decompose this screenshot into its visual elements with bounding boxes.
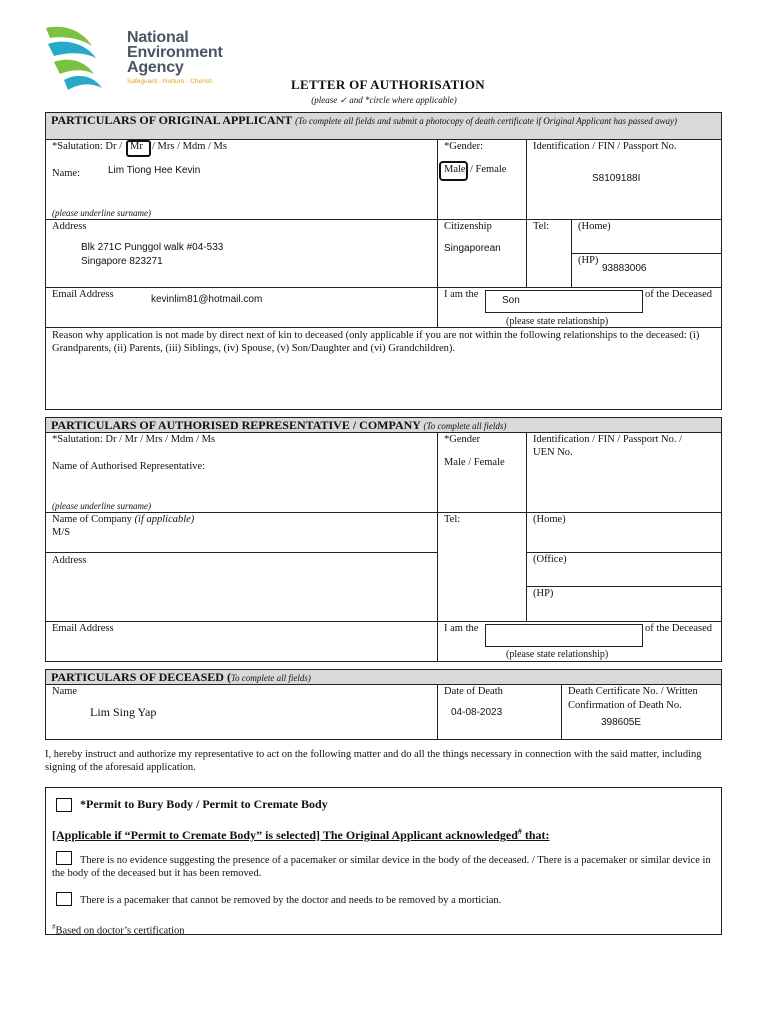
- permit-option-label: *Permit to Bury Body / Permit to Cremate Body: [80, 797, 328, 811]
- rep-tel-label: Tel:: [444, 514, 461, 525]
- section-heading: PARTICULARS OF DECEASED (To complete all fields): [46, 670, 721, 685]
- rep-of-deceased-label: of the Deceased: [645, 623, 713, 634]
- salutation-label: *Salutation: Dr /: [52, 141, 122, 152]
- rep-hp-label: (HP): [533, 588, 554, 599]
- original-applicant-section: [45, 112, 722, 410]
- permit-section: [45, 787, 722, 935]
- applicable-heading: [Applicable if “Permit to Cremate Body” is selected] The Original Applicant acknowledged# that:: [52, 827, 550, 842]
- rep-i-am-the-label: I am the: [444, 623, 479, 634]
- rep-salutation-options[interactable]: *Salutation: Dr / Mr / Mrs / Mdm / Ms: [52, 434, 216, 445]
- id-label: Identification / FIN / Passport No.: [533, 141, 677, 152]
- rep-address-label: Address: [52, 555, 87, 566]
- email-value[interactable]: kevinlim81@hotmail.com: [151, 294, 263, 305]
- gender-selected[interactable]: Male: [444, 164, 466, 175]
- applicant-name[interactable]: Lim Tiong Hee Kevin: [108, 165, 201, 176]
- relationship-value[interactable]: Son: [502, 295, 520, 306]
- deceased-name-label: Name: [52, 686, 78, 697]
- document-title: LETTER OF AUTHORISATION: [291, 77, 485, 92]
- address-cell: [46, 220, 438, 288]
- rep-id-label: Identification / FIN / Passport No. /: [533, 434, 683, 445]
- cert-label: Death Certificate No. / Written: [568, 686, 698, 697]
- cert-label-2: Confirmation of Death No.: [568, 700, 682, 711]
- rep-hp-cell: [527, 587, 722, 622]
- rep-id-label-2: UEN No.: [533, 447, 573, 458]
- footnote: #Based on doctor’s certification: [52, 923, 185, 937]
- rep-name-label: Name of Authorised Representative:: [52, 461, 206, 472]
- hp-label: (HP): [578, 255, 599, 266]
- rep-underline-note: (please underline surname): [52, 501, 151, 511]
- gender-options: / Female: [470, 164, 507, 175]
- reason-text: Reason why application is not made by direct next of kin to deceased (only applicable if you are not within the following relationships to the deceased: (i) Grandparents, (ii) Parents, (iii) Siblings, (iv) Spouse, (v) Son/Daughter and (vi) Grandchildren).: [52, 330, 700, 354]
- pacemaker-mortician-checkbox[interactable]: [56, 892, 72, 906]
- rep-gender-label: *Gender: [444, 434, 481, 445]
- agency-tagline: Safeguard · Nurture · Cherish: [127, 78, 213, 85]
- address-line2[interactable]: Singapore 823271: [81, 256, 163, 267]
- salutation-options: / Mrs / Mdm / Ms: [152, 141, 227, 152]
- deceased-name-value[interactable]: Lim Sing Yap: [90, 705, 157, 719]
- citizenship-label: Citizenship: [444, 221, 492, 232]
- cert-value[interactable]: 398605E: [601, 717, 642, 728]
- salutation-circle: [126, 140, 151, 157]
- rep-email-label: Email Address: [52, 623, 114, 634]
- rep-company-label: Name of Company (if applicable): [52, 514, 195, 525]
- address-label: Address: [52, 221, 87, 232]
- rep-gender-options[interactable]: Male / Female: [444, 457, 505, 468]
- id-value[interactable]: S8109188I: [592, 173, 641, 184]
- rep-company-prefix: M/S: [52, 527, 71, 538]
- gender-circle: [439, 161, 468, 181]
- email-label: Email Address: [52, 289, 114, 300]
- rep-home-label: (Home): [533, 514, 566, 525]
- authorization-statement: I, hereby instruct and authorize my representative to act on the following matter and do all the things necessary in connection with the said matter, including signing of the aforesaid application.: [45, 749, 702, 773]
- pacemaker-option-2: There is a pacemaker that cannot be removed by the doctor and needs to be removed by a mortician.: [80, 895, 502, 906]
- rep-tel-label-cell: [438, 513, 527, 622]
- section-heading: PARTICULARS OF ORIGINAL APPLICANT (To complete all fields and submit a photocopy of death certificate if Original Applicant has passed away): [46, 113, 721, 140]
- i-am-the-label: I am the: [444, 289, 479, 300]
- relationship-note: (please state relationship): [506, 316, 609, 327]
- section-heading: PARTICULARS OF AUTHORISED REPRESENTATIVE / COMPANY (To complete all fields): [46, 418, 721, 433]
- dod-value[interactable]: 04-08-2023: [451, 707, 503, 718]
- hp-value[interactable]: 93883006: [602, 263, 647, 274]
- salutation-selected[interactable]: Mr: [130, 141, 143, 152]
- rep-relationship-note: (please state relationship): [506, 649, 609, 660]
- address-line1[interactable]: Blk 271C Punggol walk #04-533: [81, 242, 224, 253]
- rep-address-cell: [46, 553, 438, 622]
- gender-label: *Gender:: [444, 141, 484, 152]
- document-subtitle: (please ✓ and *circle where applicable): [311, 95, 457, 105]
- rep-relationship-field[interactable]: [485, 624, 643, 647]
- pacemaker-option-1: There is no evidence suggesting the presence of a pacemaker or similar device in the body of the deceased. / There is a pacemaker or similar device in the body of the deceased but it has been removed.: [52, 855, 711, 879]
- tel-label: Tel:: [533, 221, 550, 232]
- permit-checkbox[interactable]: [56, 798, 72, 812]
- representative-section: [45, 417, 722, 662]
- citizenship-value[interactable]: Singaporean: [444, 243, 501, 254]
- agency-name: National Environment Agency: [127, 29, 223, 76]
- dod-label: Date of Death: [444, 686, 503, 697]
- deceased-section: [45, 669, 722, 740]
- home-label: (Home): [578, 221, 611, 232]
- of-deceased-label: of the Deceased: [645, 289, 713, 300]
- underline-note: (please underline surname): [52, 208, 151, 218]
- rep-office-label: (Office): [533, 554, 567, 565]
- name-label: Name:: [52, 168, 80, 179]
